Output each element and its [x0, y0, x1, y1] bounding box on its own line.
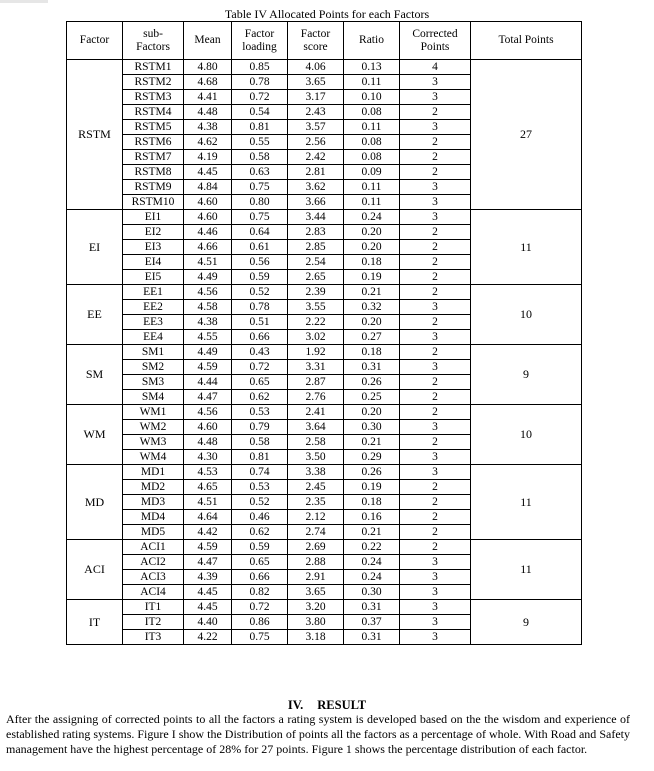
sub-factor-cell: WM3 — [123, 435, 184, 450]
factor-score-cell: 3.02 — [288, 330, 344, 345]
factor-score-cell: 1.92 — [288, 345, 344, 360]
factor-score-cell: 3.44 — [288, 210, 344, 225]
mean-cell: 4.80 — [184, 60, 232, 75]
corrected-points-cell: 3 — [400, 600, 471, 615]
factor-score-cell: 2.39 — [288, 285, 344, 300]
sub-factor-cell: MD4 — [123, 510, 184, 525]
mean-cell: 4.44 — [184, 375, 232, 390]
ratio-cell: 0.24 — [344, 555, 400, 570]
sub-factor-cell: ACI1 — [123, 540, 184, 555]
factor-loading-cell: 0.74 — [232, 465, 288, 480]
corrected-points-cell: 2 — [400, 405, 471, 420]
factor-score-cell: 2.88 — [288, 555, 344, 570]
header-total-points: Total Points — [471, 22, 582, 60]
mean-cell: 4.41 — [184, 90, 232, 105]
factor-score-cell: 2.74 — [288, 525, 344, 540]
corrected-points-cell: 2 — [400, 240, 471, 255]
table-body — [67, 60, 582, 645]
sub-factor-cell: EI4 — [123, 255, 184, 270]
mean-cell: 4.49 — [184, 345, 232, 360]
top-edge-mark — [0, 0, 48, 3]
factor-loading-cell: 0.75 — [232, 630, 288, 645]
sub-factor-cell: EI5 — [123, 270, 184, 285]
sub-factor-cell: ACI2 — [123, 555, 184, 570]
factor-score-cell: 2.69 — [288, 540, 344, 555]
mean-cell: 4.45 — [184, 600, 232, 615]
ratio-cell: 0.20 — [344, 240, 400, 255]
sub-factor-cell: WM2 — [123, 420, 184, 435]
mean-cell: 4.49 — [184, 270, 232, 285]
corrected-points-cell: 2 — [400, 255, 471, 270]
factor-loading-cell: 0.72 — [232, 90, 288, 105]
mean-cell: 4.53 — [184, 465, 232, 480]
factor-score-cell: 3.31 — [288, 360, 344, 375]
ratio-cell: 0.25 — [344, 390, 400, 405]
factor-score-cell: 2.76 — [288, 390, 344, 405]
factor-loading-cell: 0.43 — [232, 345, 288, 360]
ratio-cell: 0.31 — [344, 360, 400, 375]
ratio-cell: 0.22 — [344, 540, 400, 555]
table-row — [67, 465, 582, 480]
mean-cell: 4.84 — [184, 180, 232, 195]
factor-loading-cell: 0.72 — [232, 360, 288, 375]
mean-cell: 4.38 — [184, 120, 232, 135]
ratio-cell: 0.19 — [344, 270, 400, 285]
corrected-points-cell: 3 — [400, 210, 471, 225]
corrected-points-cell: 3 — [400, 360, 471, 375]
mean-cell: 4.56 — [184, 405, 232, 420]
factor-score-cell: 3.80 — [288, 615, 344, 630]
corrected-points-cell: 3 — [400, 615, 471, 630]
mean-cell: 4.60 — [184, 420, 232, 435]
header-factor: Factor — [67, 22, 123, 60]
corrected-points-cell: 2 — [400, 225, 471, 240]
ratio-cell: 0.24 — [344, 210, 400, 225]
mean-cell: 4.38 — [184, 315, 232, 330]
factor-cell: MD — [67, 465, 123, 540]
corrected-points-cell: 2 — [400, 315, 471, 330]
factor-score-cell: 2.87 — [288, 375, 344, 390]
table-row — [67, 540, 582, 555]
sub-factor-cell: SM1 — [123, 345, 184, 360]
mean-cell: 4.48 — [184, 105, 232, 120]
factor-loading-cell: 0.61 — [232, 240, 288, 255]
ratio-cell: 0.20 — [344, 225, 400, 240]
sub-factor-cell: EE1 — [123, 285, 184, 300]
ratio-cell: 0.11 — [344, 180, 400, 195]
factor-loading-cell: 0.56 — [232, 255, 288, 270]
sub-factor-cell: SM2 — [123, 360, 184, 375]
factor-score-cell: 2.42 — [288, 150, 344, 165]
mean-cell: 4.47 — [184, 555, 232, 570]
corrected-points-cell: 4 — [400, 60, 471, 75]
factor-score-cell: 3.38 — [288, 465, 344, 480]
ratio-cell: 0.11 — [344, 75, 400, 90]
corrected-points-cell: 2 — [400, 480, 471, 495]
factor-cell: WM — [67, 405, 123, 465]
factor-cell: EI — [67, 210, 123, 285]
factor-loading-cell: 0.75 — [232, 180, 288, 195]
factor-loading-cell: 0.58 — [232, 150, 288, 165]
mean-cell: 4.30 — [184, 450, 232, 465]
factor-score-cell: 3.62 — [288, 180, 344, 195]
mean-cell: 4.68 — [184, 75, 232, 90]
ratio-cell: 0.37 — [344, 615, 400, 630]
ratio-cell: 0.26 — [344, 465, 400, 480]
ratio-cell: 0.21 — [344, 525, 400, 540]
corrected-points-cell: 2 — [400, 345, 471, 360]
table-row — [67, 600, 582, 615]
factor-loading-cell: 0.53 — [232, 405, 288, 420]
section-title: RESULT — [317, 698, 367, 712]
factor-score-cell: 2.56 — [288, 135, 344, 150]
mean-cell: 4.55 — [184, 330, 232, 345]
mean-cell: 4.65 — [184, 480, 232, 495]
factor-loading-cell: 0.59 — [232, 540, 288, 555]
corrected-points-cell: 2 — [400, 285, 471, 300]
corrected-points-cell: 3 — [400, 120, 471, 135]
sub-factor-cell: RSTM8 — [123, 165, 184, 180]
ratio-cell: 0.18 — [344, 495, 400, 510]
ratio-cell: 0.11 — [344, 195, 400, 210]
sub-factor-cell: IT2 — [123, 615, 184, 630]
total-points-cell: 10 — [471, 285, 582, 345]
ratio-cell: 0.27 — [344, 330, 400, 345]
mean-cell: 4.40 — [184, 615, 232, 630]
factor-loading-cell: 0.86 — [232, 615, 288, 630]
factor-loading-cell: 0.46 — [232, 510, 288, 525]
factor-score-cell: 2.65 — [288, 270, 344, 285]
ratio-cell: 0.18 — [344, 255, 400, 270]
mean-cell: 4.48 — [184, 435, 232, 450]
corrected-points-cell: 2 — [400, 165, 471, 180]
ratio-cell: 0.16 — [344, 510, 400, 525]
corrected-points-cell: 2 — [400, 390, 471, 405]
factor-score-cell: 2.85 — [288, 240, 344, 255]
factor-score-cell: 2.91 — [288, 570, 344, 585]
corrected-points-cell: 2 — [400, 435, 471, 450]
factor-score-cell: 2.41 — [288, 405, 344, 420]
sub-factor-cell: RSTM10 — [123, 195, 184, 210]
sub-factor-cell: ACI3 — [123, 570, 184, 585]
corrected-points-cell: 3 — [400, 330, 471, 345]
factor-loading-cell: 0.59 — [232, 270, 288, 285]
table-row — [67, 405, 582, 420]
table-row — [67, 285, 582, 300]
ratio-cell: 0.31 — [344, 630, 400, 645]
factor-score-cell: 3.18 — [288, 630, 344, 645]
factor-loading-cell: 0.85 — [232, 60, 288, 75]
ratio-cell: 0.11 — [344, 120, 400, 135]
ratio-cell: 0.13 — [344, 60, 400, 75]
ratio-cell: 0.18 — [344, 345, 400, 360]
table-row — [67, 210, 582, 225]
factor-score-cell: 3.66 — [288, 195, 344, 210]
factor-loading-cell: 0.52 — [232, 285, 288, 300]
factor-score-cell: 2.83 — [288, 225, 344, 240]
total-points-cell: 27 — [471, 60, 582, 210]
factor-cell: SM — [67, 345, 123, 405]
header-sub-factors: sub- Factors — [123, 22, 184, 60]
result-paragraph: After the assigning of corrected points to all the factors a rating system is developed based on the the wisdom and experience of established rating systems. Figure I show the Distribution of points all the factors as a percentage of whole. With Road and Safety management have the highest percentage of 28% for 27 points. Figure 1 shows the percentage distribution of each factor. — [6, 712, 630, 756]
corrected-points-cell: 3 — [400, 555, 471, 570]
factor-score-cell: 3.20 — [288, 600, 344, 615]
factor-loading-cell: 0.52 — [232, 495, 288, 510]
total-points-cell: 11 — [471, 210, 582, 285]
factor-score-cell: 3.65 — [288, 75, 344, 90]
mean-cell: 4.66 — [184, 240, 232, 255]
mean-cell: 4.45 — [184, 165, 232, 180]
ratio-cell: 0.08 — [344, 150, 400, 165]
sub-factor-cell: RSTM1 — [123, 60, 184, 75]
ratio-cell: 0.19 — [344, 480, 400, 495]
table-caption: Table IV Allocated Points for each Factors — [224, 7, 430, 21]
sub-factor-cell: RSTM2 — [123, 75, 184, 90]
ratio-cell: 0.20 — [344, 405, 400, 420]
ratio-cell: 0.09 — [344, 165, 400, 180]
mean-cell: 4.60 — [184, 210, 232, 225]
mean-cell: 4.42 — [184, 525, 232, 540]
ratio-cell: 0.08 — [344, 135, 400, 150]
sub-factor-cell: EI3 — [123, 240, 184, 255]
factor-loading-cell: 0.75 — [232, 210, 288, 225]
sub-factor-cell: WM4 — [123, 450, 184, 465]
total-points-cell: 9 — [471, 600, 582, 645]
corrected-points-cell: 2 — [400, 150, 471, 165]
corrected-points-cell: 3 — [400, 570, 471, 585]
sub-factor-cell: SM4 — [123, 390, 184, 405]
factor-loading-cell: 0.54 — [232, 105, 288, 120]
factor-loading-cell: 0.65 — [232, 375, 288, 390]
section-heading — [0, 698, 654, 713]
sub-factor-cell: IT3 — [123, 630, 184, 645]
mean-cell: 4.64 — [184, 510, 232, 525]
corrected-points-cell: 3 — [400, 180, 471, 195]
ratio-cell: 0.20 — [344, 315, 400, 330]
factor-score-cell: 3.55 — [288, 300, 344, 315]
table-row — [67, 345, 582, 360]
mean-cell: 4.59 — [184, 540, 232, 555]
corrected-points-cell: 2 — [400, 270, 471, 285]
header-ratio: Ratio — [344, 22, 400, 60]
ratio-cell: 0.24 — [344, 570, 400, 585]
sub-factor-cell: RSTM6 — [123, 135, 184, 150]
factor-loading-cell: 0.79 — [232, 420, 288, 435]
sub-factor-cell: EI2 — [123, 225, 184, 240]
factor-loading-cell: 0.66 — [232, 330, 288, 345]
total-points-cell: 11 — [471, 540, 582, 600]
sub-factor-cell: ACI4 — [123, 585, 184, 600]
factor-loading-cell: 0.66 — [232, 570, 288, 585]
corrected-points-cell: 3 — [400, 195, 471, 210]
corrected-points-cell: 3 — [400, 585, 471, 600]
corrected-points-cell: 3 — [400, 90, 471, 105]
ratio-cell: 0.32 — [344, 300, 400, 315]
sub-factor-cell: EE2 — [123, 300, 184, 315]
sub-factor-cell: WM1 — [123, 405, 184, 420]
factor-score-cell: 2.35 — [288, 495, 344, 510]
sub-factor-cell: RSTM4 — [123, 105, 184, 120]
factor-loading-cell: 0.81 — [232, 120, 288, 135]
factor-score-cell: 3.64 — [288, 420, 344, 435]
mean-cell: 4.45 — [184, 585, 232, 600]
header-factor-score: Factor score — [288, 22, 344, 60]
header-mean: Mean — [184, 22, 232, 60]
sub-factor-cell: MD1 — [123, 465, 184, 480]
factor-loading-cell: 0.72 — [232, 600, 288, 615]
sub-factor-cell: SM3 — [123, 375, 184, 390]
factor-loading-cell: 0.82 — [232, 585, 288, 600]
mean-cell: 4.58 — [184, 300, 232, 315]
factor-cell: EE — [67, 285, 123, 345]
factor-loading-cell: 0.53 — [232, 480, 288, 495]
factor-score-cell: 3.65 — [288, 585, 344, 600]
total-points-cell: 10 — [471, 405, 582, 465]
factor-score-cell: 2.81 — [288, 165, 344, 180]
sub-factor-cell: EE3 — [123, 315, 184, 330]
corrected-points-cell: 2 — [400, 510, 471, 525]
factor-score-cell: 3.17 — [288, 90, 344, 105]
corrected-points-cell: 3 — [400, 75, 471, 90]
factor-loading-cell: 0.55 — [232, 135, 288, 150]
ratio-cell: 0.10 — [344, 90, 400, 105]
factor-loading-cell: 0.62 — [232, 390, 288, 405]
corrected-points-cell: 2 — [400, 375, 471, 390]
corrected-points-cell: 2 — [400, 135, 471, 150]
header-corrected-points: Corrected Points — [400, 22, 471, 60]
ratio-cell: 0.26 — [344, 375, 400, 390]
factor-score-cell: 2.54 — [288, 255, 344, 270]
ratio-cell: 0.08 — [344, 105, 400, 120]
sub-factor-cell: IT1 — [123, 600, 184, 615]
factor-cell: IT — [67, 600, 123, 645]
mean-cell: 4.39 — [184, 570, 232, 585]
section-number: IV. — [287, 698, 304, 712]
corrected-points-cell: 3 — [400, 420, 471, 435]
ratio-cell: 0.29 — [344, 450, 400, 465]
corrected-points-cell: 2 — [400, 495, 471, 510]
factor-loading-cell: 0.78 — [232, 300, 288, 315]
factor-score-cell: 2.22 — [288, 315, 344, 330]
corrected-points-cell: 2 — [400, 540, 471, 555]
corrected-points-cell: 3 — [400, 630, 471, 645]
sub-factor-cell: MD3 — [123, 495, 184, 510]
total-points-cell: 9 — [471, 345, 582, 405]
ratio-cell: 0.31 — [344, 600, 400, 615]
factor-cell: ACI — [67, 540, 123, 600]
allocated-points-table — [66, 21, 582, 645]
ratio-cell: 0.21 — [344, 285, 400, 300]
factor-loading-cell: 0.51 — [232, 315, 288, 330]
mean-cell: 4.62 — [184, 135, 232, 150]
factor-loading-cell: 0.81 — [232, 450, 288, 465]
factor-score-cell: 2.45 — [288, 480, 344, 495]
mean-cell: 4.19 — [184, 150, 232, 165]
factor-loading-cell: 0.64 — [232, 225, 288, 240]
factor-loading-cell: 0.78 — [232, 75, 288, 90]
factor-loading-cell: 0.65 — [232, 555, 288, 570]
corrected-points-cell: 2 — [400, 105, 471, 120]
sub-factor-cell: MD5 — [123, 525, 184, 540]
ratio-cell: 0.21 — [344, 435, 400, 450]
factor-score-cell: 2.58 — [288, 435, 344, 450]
factor-loading-cell: 0.58 — [232, 435, 288, 450]
mean-cell: 4.56 — [184, 285, 232, 300]
factor-score-cell: 4.06 — [288, 60, 344, 75]
sub-factor-cell: EI1 — [123, 210, 184, 225]
mean-cell: 4.51 — [184, 255, 232, 270]
factor-score-cell: 2.12 — [288, 510, 344, 525]
factor-score-cell: 2.43 — [288, 105, 344, 120]
factor-cell: RSTM — [67, 60, 123, 210]
mean-cell: 4.46 — [184, 225, 232, 240]
factor-loading-cell: 0.62 — [232, 525, 288, 540]
mean-cell: 4.59 — [184, 360, 232, 375]
sub-factor-cell: RSTM7 — [123, 150, 184, 165]
table-header-row — [67, 22, 582, 60]
corrected-points-cell: 3 — [400, 300, 471, 315]
total-points-cell: 11 — [471, 465, 582, 540]
sub-factor-cell: RSTM3 — [123, 90, 184, 105]
sub-factor-cell: EE4 — [123, 330, 184, 345]
factor-loading-cell: 0.63 — [232, 165, 288, 180]
corrected-points-cell: 3 — [400, 465, 471, 480]
ratio-cell: 0.30 — [344, 585, 400, 600]
sub-factor-cell: RSTM9 — [123, 180, 184, 195]
corrected-points-cell: 3 — [400, 450, 471, 465]
sub-factor-cell: RSTM5 — [123, 120, 184, 135]
factor-score-cell: 3.57 — [288, 120, 344, 135]
table-row — [67, 60, 582, 75]
mean-cell: 4.51 — [184, 495, 232, 510]
mean-cell: 4.60 — [184, 195, 232, 210]
sub-factor-cell: MD2 — [123, 480, 184, 495]
ratio-cell: 0.30 — [344, 420, 400, 435]
factor-score-cell: 3.50 — [288, 450, 344, 465]
header-factor-loading: Factor loading — [232, 22, 288, 60]
factor-loading-cell: 0.80 — [232, 195, 288, 210]
corrected-points-cell: 2 — [400, 525, 471, 540]
mean-cell: 4.47 — [184, 390, 232, 405]
mean-cell: 4.22 — [184, 630, 232, 645]
